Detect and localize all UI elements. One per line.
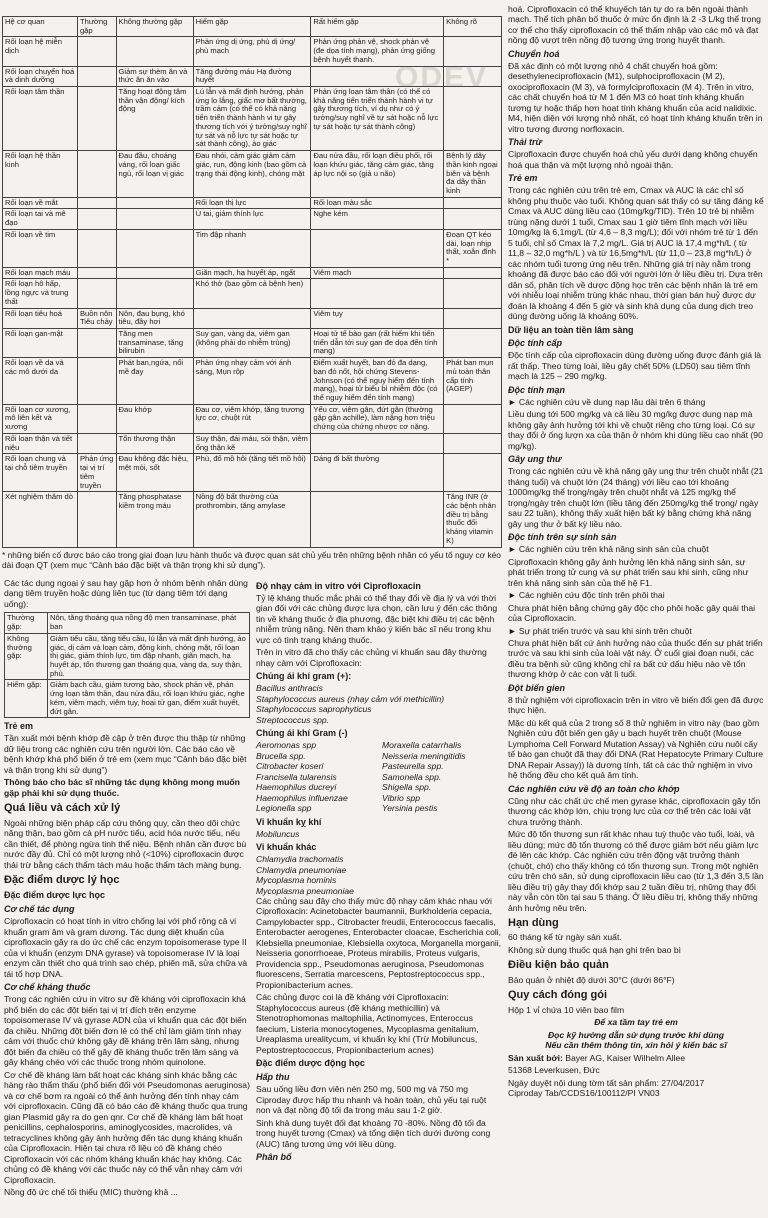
- table-cell: [444, 209, 502, 229]
- subheading: Các nghiên cứu về độ an toàn cho khớp: [508, 783, 680, 794]
- gram-negative-lists: [256, 740, 502, 813]
- organ-system-cell: Rối loạn thận và tiết niệu: [3, 433, 78, 453]
- table-cell: Ù tai, giảm thính lực: [193, 209, 311, 229]
- table-row: [3, 358, 502, 405]
- table-cell: [444, 87, 502, 151]
- table-header-cell: Hệ cơ quan: [3, 17, 78, 37]
- section-heading: Quy cách đóng gói: [508, 989, 608, 1002]
- table-cell: [444, 454, 502, 492]
- table-cell: Viêm mạch: [311, 267, 444, 279]
- list-item: Yersinia pestis: [382, 803, 438, 814]
- organ-system-cell: Rối loạn về tim: [3, 229, 78, 267]
- side-effects-table: [2, 16, 502, 548]
- warning-line: Nếu cần thêm thông tin, xin hỏi ý kiến bác sĩ: [545, 1040, 727, 1051]
- table-row: [3, 279, 502, 308]
- paragraph: Hộp 1 vỉ chứa 10 viên bao film: [508, 1004, 625, 1015]
- subheading: Chủng ái khí Gram (-): [256, 728, 348, 739]
- subheading: Chuyển hoá: [508, 48, 560, 59]
- paragraph: Ciprofloxacin không gây ảnh hưởng lên khả năng sinh sản, sự phát triển trong tử cung và sự phát triển sau khi sinh, cũng như trên khả năng sinh sản của thế hệ F1.: [508, 556, 749, 588]
- table-row: [3, 454, 502, 492]
- organ-system-cell: Xét nghiệm thăm dò: [3, 492, 78, 547]
- subheading: Độc tính mạn: [508, 384, 566, 395]
- side-effects-section: [2, 16, 502, 574]
- list-item: Bacillus anthracis: [256, 683, 323, 694]
- table-cell: [77, 197, 116, 209]
- middle-column: [256, 578, 502, 1164]
- paragraph: Sinh khả dụng tuyệt đối đạt khoảng 70 -80%. Nồng độ tối đa trong huyết tương (Cmax) và tổng diện tích dưới đường cong (AUC) tăng tương ứng với liều dùng.: [256, 1117, 491, 1149]
- list-item: Pasteurella spp.: [382, 761, 444, 772]
- table-cell: Đau không đặc hiệu, mệt mỏi, sốt: [116, 454, 193, 492]
- table-cell: Đoạn QT kéo dài, loạn nhịp thất, xoắn đỉnh *: [444, 229, 502, 267]
- iv-intro: Các tác dụng ngoại ý sau hay gặp hơn ở nhóm bệnh nhân dùng dạng tiêm truyền hoặc dùng liên tục (từ dạng tiêm tới dạng uống):: [4, 578, 248, 609]
- table-cell: [116, 209, 193, 229]
- gram-negative-list-a: [256, 740, 376, 813]
- section-heading: Đặc điểm dược lý học: [4, 874, 120, 887]
- organ-system-cell: Rối loạn tâm thần: [3, 87, 78, 151]
- organ-system-cell: Rối loạn về da và các mô dưới da: [3, 358, 78, 405]
- organ-system-cell: Rối loạn hệ miễn dịch: [3, 37, 78, 66]
- table-cell: Dáng đi bất thường: [311, 454, 444, 492]
- table-cell: Nôn, đau bụng, khó tiêu, đầy hơi: [116, 308, 193, 328]
- paragraph: ► Các nghiên cứu về dung nạp lâu dài trên 6 tháng: [508, 396, 706, 407]
- table-header-cell: Không thường gặp: [116, 17, 193, 37]
- table-row: [3, 37, 502, 66]
- table-cell: [444, 433, 502, 453]
- table-cell: Rối loạn thị lực: [193, 197, 311, 209]
- table-cell: Giảm sự thèm ăn và thức ăn ăn vào: [116, 66, 193, 86]
- paragraph: ► Các nghiên cứu trên khả năng sinh sản của chuột: [508, 544, 709, 555]
- paragraph: Trong các nghiên cứu trên trẻ em, Cmax và AUC là các chỉ số không phụ thuộc vào tuổi. Không quan sát thấy có sự tăng đáng kể Cmax và AUC dùng liều cao (10mg/kg/TID). Trên 10 trẻ bị nhiễm trùng nặng dưới 1 tuổi, Cmax sau 1 giờ tiêm tĩnh mạch với liều 10mg/kg là 6,1mg/L (từ 4,6 – 8,3 mg/L); đối với nhóm trẻ từ 1 đến 5 tuổi, chỉ số Cmax là 7,2 mg/L. Giá trị AUC là 17,4 mg*h/L ( từ 11,8 – 32,0 mg*h/L ) và từ 16,5mg*h/L (từ 11,0 – 23,8 mg*h/L) ở các nhóm tuổi tương ứng nêu trên. Những giá trị này nằm trong khoảng đã được báo cáo đối với người lớn ở liều điều trị. Dựa trên dân số, phân tích về dược động học trên các bệnh nhân là trẻ em với nhiễu loại nhiễm trùng khác nhau, thời gian bán huỷ được dự đoán là khoảng 4 đến 5 giờ và sinh khả dụng của dung dịch treo dùng đường uống là khoảng 60%.: [508, 185, 764, 322]
- paragraph: Trong các nghiên cứu về khả năng gây ung thư trên chuột nhắt (21 tháng tuổi) và chuột lớn (24 tháng) với liều cao tới khoảng 1000mg/kg thể trọng/ngày trên chuột nhắt và 125 mg/kg thể trọng/ngày trên chuột lớn (liều tăng đến 250mg/kg thể trọng/ ngày sau 22 tuần), không thấy xuất hiện bất kỳ bằng chứng khả năng gây ung thư ở bất kỳ liều nào.: [508, 466, 764, 529]
- watermark-text: ODEV: [395, 61, 489, 94]
- table-cell: [311, 279, 444, 308]
- section-heading: Độ nhạy cảm in vitro với Ciprofloxacin: [256, 581, 421, 591]
- anaerobe-list: [256, 829, 502, 839]
- table-cell: Đau nhói, cảm giác giảm cảm giác, run, động kinh (bao gồm cả trạng thái động kinh), chóng mặt: [193, 151, 311, 198]
- paragraph: 60 tháng kể từ ngày sản xuất.: [508, 932, 622, 943]
- table-row: [3, 267, 502, 279]
- table-cell: [444, 279, 502, 308]
- organ-system-cell: Rối loạn cơ xương, mô liên kết và xương: [3, 404, 78, 433]
- table-header-cell: Không rõ: [444, 17, 502, 37]
- table-cell: Tăng phosphatase kiềm trong máu: [116, 492, 193, 547]
- subheading: Hấp thu: [256, 1072, 290, 1083]
- gram-positive-list: [256, 683, 502, 725]
- paragraph: 8 thử nghiệm với ciprofloxacin trên in vitro về biến đổi gen đã được thực hiện.: [508, 694, 764, 716]
- paragraph: Ngoài những biện pháp cấp cứu thông quy, cần theo dõi chức năng thận, bao gồm cả pH nước tiểu, acid hóa nước tiểu, nếu cần thiết, để phòng ngừa tinh thể niệu. Bệnh nhân cần được bù nước đầy đủ. Chỉ có một lượng nhỏ (<10%) ciprofloxacin được thải trừ bằng cách thẩm tách máu hoặc thẩm tách màng bụng.: [4, 817, 247, 870]
- table-cell: [77, 279, 116, 308]
- freq-value: Giảm bạch cầu, giảm tương bào, shock phản vệ, phản ứng loạn tâm thần, đau nửa đầu, rối loạn khứu giác, nghe kém, viêm mạch, viêm tụy, hoại tử gan, điểm xuất huyết, đứt gân.: [48, 680, 250, 718]
- freq-label: Không thường gặp:: [5, 633, 48, 680]
- list-item: Staphylococcus aureus (nhạy cảm với methicillin): [256, 693, 445, 704]
- table-cell: [77, 66, 116, 86]
- freq-label: Hiếm gặp:: [5, 680, 48, 718]
- paragraph: Thông báo cho bác sĩ những tác dụng không mong muốn gặp phải khi sử dụng thuốc.: [4, 777, 240, 798]
- qt-footnote: * những biến cố được báo cáo trong giai đoạn lưu hành thuốc và được quan sát chủ yếu trên những bệnh nhân có yếu tố nguy cơ kéo dài đoạn QT (xem mục “Cảnh báo đặc biệt và thận trọng khi sử dụng”).: [2, 549, 501, 570]
- table-cell: Buồn nôn Tiêu chảy: [77, 308, 116, 328]
- table-row: [3, 197, 502, 209]
- manufacturer-address: 51368 Leverkusen, Đức: [508, 1065, 600, 1076]
- table-row: [3, 66, 502, 86]
- table-header-cell: Thường gặp: [77, 17, 116, 37]
- paragraph: Tần xuất mới bệnh khớp đề cập ở trên được thu thập từ những dữ liệu trong các nghiên cứu trên người lớn. Các báo cáo về bệnh khớp khá phổ biến ở trẻ em (xem mục “Cảnh báo đặc biệt và thận trọng khi sử dụng”): [4, 733, 247, 775]
- paragraph: Các chủng sau đây cho thấy mức độ nhạy cảm khác nhau với Ciprofloxacin: Acinetobacter baumannii, Burkholderia cepacia, Campylobacter spp., Citrobacter freudii, Enterococcus faecalis, Enterobacter aerogenes, Enterobacter cloacae, Escherichia coli, Klebsiella pneumoniae, Klebsiella oxytoca, Morganella morganii, Neisseria gonorrhoeae, Proteus mirabilis, Proteus vulgaris, Providencia spp., Pseudomonas aeruginosa, Pseudomonas fluorescens, Serratia marcescens, Peptostreptococcus spp., Propionibacterium acnes.: [256, 895, 502, 990]
- table-cell: Tăng đường máu Hạ đường huyết: [193, 66, 311, 86]
- table-cell: Tăng INR (ở các bệnh nhân điều trị bằng thuốc đối kháng vitamin K): [444, 492, 502, 547]
- list-item: Vibrio spp: [382, 792, 421, 803]
- list-item: Francisella tularensis: [256, 771, 337, 782]
- paragraph: Bảo quản ở nhiệt độ dưới 30°C (dưới 86°F): [508, 974, 675, 985]
- table-cell: [77, 151, 116, 198]
- list-item: Shigella spp.: [382, 782, 432, 793]
- list-item: Mycoplasma pneumoniae: [256, 885, 354, 896]
- section-heading: Quá liều và cách xử lý: [4, 802, 121, 815]
- paragraph: Liều dung tới 500 mg/kg và cả liều 30 mg/kg được dung nạp mà không gây ảnh hưởng tới khi về chuột riêng cho từng loại. Có sự thay đổi ở ống lượn xa của thận ở nhóm khi dùng liều cao nhất (90 mg/kg).: [508, 409, 763, 451]
- table-cell: [116, 197, 193, 209]
- section-heading: Điều kiện bảo quản: [508, 959, 609, 972]
- organ-system-cell: Rối loạn gan-mật: [3, 329, 78, 358]
- table-cell: [77, 329, 116, 358]
- left-column: [4, 578, 250, 1199]
- subheading: Đặc điểm dược lực học: [4, 890, 105, 901]
- table-cell: Đau nửa đầu, rối loạn điều phối, rối loạn khứu giác, tăng cảm giác, tăng áp lực nội sọ (giả u não): [311, 151, 444, 198]
- freq-value: Giảm tiểu cầu, tăng tiểu cầu, lú lẫn và mất định hướng, ảo giác, dị cảm và loạn cảm, động kinh, chóng mặt, rối loạn thị giác, giảm thính lực, tim đập nhanh, giãn mạch, hạ huyết áp, tổn thương gan thoáng qua, vàng da, suy thận, phù.: [48, 633, 250, 680]
- organ-system-cell: Rối loạn tai và mê đạo: [3, 209, 78, 229]
- table-cell: Phản ứng loạn tâm thần (có thể có khả năng tiến triển thành hành vi tự gây thương tích, ví dụ như có ý tưởng/suy nghĩ về tự sát hoặc nỗ lực tự sát hoặc tự sát thành công): [311, 87, 444, 151]
- list-item: Staphylococcus saprophyticus: [256, 704, 372, 715]
- table-cell: Suy thận, đái máu, sỏi thận, viêm ống thận kẽ: [193, 433, 311, 453]
- table-cell: Nồng độ bất thường của prothrombin, tăng amylase: [193, 492, 311, 547]
- list-item: Chlamydia trachomatis: [256, 854, 344, 865]
- paragraph: Đã xác định có một lượng nhỏ 4 chất chuyển hoá gồm: desethyleneciprofloxacin (M1), sulphociprofloxacin (M 2), oxociprofloxacin (M 3), và formylciprofloxacin (M 4). Trên in vitro, các chất chuyển hoá từ M 1 đến M3 có hoạt tính kháng khuẩn tương tự hoặc thấp hơn hoạt tính kháng khuẩn của acid nalidixic. M4, hiện diện với lượng nhỏ nhất, có hoạt tính kháng khuẩn trên in vitro tương đương norfloxacin.: [508, 60, 763, 134]
- list-item: Brucella spp.: [256, 750, 306, 761]
- subheading: Trẻ em: [508, 173, 538, 184]
- table-cell: [444, 267, 502, 279]
- table-row: [3, 209, 502, 229]
- list-item: Samonella spp.: [382, 771, 442, 782]
- table-row: [3, 404, 502, 433]
- table-cell: Phản ứng tại vị trí tiêm truyền: [77, 454, 116, 492]
- subheading: Đột biến gien: [508, 682, 565, 693]
- paragraph: Cơ chế đề kháng làm bất hoạt các kháng sinh khác bằng các hàng rào thẩm thấu (phổ biến đối với Pseudomonas aeruginosa) và cơ chế bơm ra ngoài có thể ảnh hưởng đến tính nhạy cảm với ciprofloxacin. Cũng đã có báo cáo đề kháng thuốc qua trung gian Plasmid gây ra do gen qnr. Cơ chế đề kháng làm bất hoạt penicillins, cephalosporins, aminoglycosides, macrolides, và tetracyclines không gây ảnh hưởng đến tác dụng kháng khuẩn của Ciprofloxacin. Hiện tại chưa rõ liệu có đề kháng chéo Ciprofloxacin với các nhóm kháng khuẩn khác hay không. Các chủng có đề kháng với các thuốc này có thể vẫn nhạy cảm với Ciprofloxacin.: [4, 1069, 250, 1185]
- table-cell: Phát ban,ngứa, nổi mề đay: [116, 358, 193, 405]
- table-header-cell: Hiếm gặp: [193, 17, 311, 37]
- paragraph: Sau uống liều đơn viên nén 250 mg, 500 mg và 750 mg Ciproday được hấp thu nhanh và hoàn toàn, chủ yếu tại ruột non và đạt nồng độ tối đa trong máu sau 1-2 giờ.: [256, 1084, 487, 1116]
- gram-negative-list-b: [382, 740, 502, 813]
- table-row: [3, 151, 502, 198]
- table-cell: Đau đầu, choáng váng, rối loạn giấc ngủ, rối loạn vị giác: [116, 151, 193, 198]
- manufacturer: [508, 1053, 764, 1063]
- table-cell: Phát ban mụn mủ toàn thân cấp tính (AGEP): [444, 358, 502, 405]
- table-cell: [311, 492, 444, 547]
- subheading: Độc tính trên sự sinh sản: [508, 532, 617, 543]
- table-cell: [193, 308, 311, 328]
- table-cell: Tăng hoạt động tâm thần vận động/ kích động: [116, 87, 193, 151]
- table-cell: Tim đập nhanh: [193, 229, 311, 267]
- paragraph: hoá. Ciprofloxacin có thể khuyếch tán tự do ra bên ngoài thành mạch. Thể tích phân bố thuốc ở mức ổn định là 2 -3 L/kg thể trọng cơ thể cho thấy ciprofloxacin có thể thấm nhập vào các mô và đạt nồng độ vượt trên nồng độ tương ứng trong huyết thanh.: [508, 4, 761, 46]
- paragraph: Mặc dù kết quả của 2 trong số 8 thử nghiệm in vitro này (bao gồm Nghiên cứu đột biến gen gây u bạch huyết trên chuột (Mouse Lymphoma Cell Forward Mutation Assay) và Nghiên cứu nuôi cấy tế bào gan chuột đã thay đổi DNA (Rat Hepatocyte Primary Culture DNA Repair Assay)) là dương tính, tất cả các thử nghiệm in vivo hệ thống đều cho kết quả âm tính.: [508, 717, 764, 781]
- table-row: [5, 633, 250, 680]
- organ-system-cell: Rối loạn hô hấp, lồng ngực và trung thất: [3, 279, 78, 308]
- table-cell: [116, 267, 193, 279]
- list-item: Citrobacter koseri: [256, 761, 324, 772]
- table-cell: [444, 197, 502, 209]
- table-cell: [311, 229, 444, 267]
- list-item: Streptococcus spp.: [256, 714, 330, 725]
- table-cell: [444, 37, 502, 66]
- table-row: [3, 329, 502, 358]
- table-cell: Tổn thương thận: [116, 433, 193, 453]
- table-row: [5, 680, 250, 718]
- table-cell: Phản ứng phản vệ, shock phản vệ (đe dọa tính mạng), phản ứng giống bệnh huyết thanh.: [311, 37, 444, 66]
- section-heading: Hạn dùng: [508, 917, 559, 930]
- table-cell: [116, 279, 193, 308]
- paragraph: Không sử dụng thuốc quá hạn ghi trên bao bì: [508, 944, 681, 955]
- organ-system-cell: Rối loạn về mắt: [3, 197, 78, 209]
- subheading: Cơ chế kháng thuốc: [4, 982, 91, 993]
- paragraph: Chưa phát hiện bất cứ ảnh hưởng nào của thuốc đến sự phát triển trước và sau khi sinh của loài vật này. Ở cuối giai đoạn nuôi, các điều tra bệnh sử cũng không chỉ ra bất cứ dấu hiệu nào về tổn thương khớp ở các con vật lì tuổi.: [508, 638, 763, 680]
- section-heading: Dữ liệu an toàn tiền lâm sàng: [508, 324, 634, 335]
- paragraph: Nồng độ ức chế tối thiểu (MIC) thường khả ...: [4, 1187, 178, 1197]
- table-cell: [444, 308, 502, 328]
- right-column: [508, 4, 764, 1101]
- freq-value: Nôn, tăng thoáng qua nồng độ men transaminase, phát ban: [48, 613, 250, 633]
- table-header-cell: Rất hiếm gặp: [311, 17, 444, 37]
- table-cell: [444, 329, 502, 358]
- list-item: Haemophilus influenzae: [256, 792, 348, 803]
- organ-system-cell: Rối loạn chuyển hoá và dinh dưỡng: [3, 66, 78, 86]
- table-header-row: [3, 17, 502, 37]
- list-item: Aeromonas spp: [256, 740, 317, 751]
- paragraph: Ciprofloxacin được chuyển hoá chủ yếu dưới dạng không chuyển hoá qua thận và một lượng nhỏ ngoài thận.: [508, 149, 758, 170]
- paragraph: Mức độ tổn thương sụn rất khác nhau tuỳ thuộc vào tuổi, loài, và liều dùng; mức độ tổn thương có thể được giảm bớt nếu giảm lực đè lên các khớp. Các nghiên cứu trên động vật trưởng thành (chuột, chó) cho thấy không có tổn thương sụn. Trong một nghiên cứu trên chó săn, sử dụng ciprofloxacin liều cao (từ 1,3 đến 3,5 lần liều điều trị) gây thay đổi khớp sau 2 tuần điều trị, những thay đổi này vẫn còn tồn tại sau 5 tháng. Ở liều điều trị, không thấy những ảnh hưởng nêu trên.: [508, 829, 764, 913]
- paragraph: ► Các nghiên cứu độc tính trên phôi thai: [508, 590, 665, 601]
- subheading: Vi khuẩn kỵ khí: [256, 816, 322, 827]
- warning-line: Để xa tầm tay trẻ em: [594, 1017, 678, 1028]
- manufacturer-name: Bayer AG, Kaiser Wilhelm Allee: [565, 1052, 686, 1063]
- table-cell: [444, 66, 502, 86]
- table-row: [5, 613, 250, 633]
- subheading: Cơ chế tác dụng: [4, 904, 75, 915]
- organ-system-cell: Rối loạn tiêu hoá: [3, 308, 78, 328]
- paragraph: Cũng như các chất ức chế men gyrase khác, ciprofloxacin gây tổn thương các khớp lớn, chịu trọng lực của cơ thể trên các loài vật chưa trưởng thành.: [508, 795, 761, 827]
- list-item: Neisseria meningitidis: [382, 750, 466, 761]
- section-heading: Trẻ em: [4, 721, 34, 732]
- table-cell: Đau cơ, viêm khớp, tăng trương lực cơ, chuột rút: [193, 404, 311, 433]
- other-bacteria-list: [256, 854, 502, 896]
- approval-date: Ngày duyệt nội dung tờm tất sản phẩm: 27/04/2017: [508, 1077, 705, 1088]
- table-cell: [77, 433, 116, 453]
- paragraph: Trong các nghiên cứu in vitro sự đề kháng với ciprofloxacin khá phổ biến do các đột biến tại vị trí đích trên enzyme topoisomerase IV và gyrase ADN của vi khuẩn qua các đột biến đa chiều. Những đột biến đơn lẻ có thể chỉ làm giảm tính nhạy cảm với thuốc chứ không gây đề kháng trên lâm sàng, nhưng đột biến đa chiều có thể gây đề kháng thuốc trên lâm sàng và gây kháng chéo với các thuốc trong nhóm quinolone.: [4, 994, 247, 1068]
- warning-line: Đọc kỹ hướng dẫn sử dụng trước khi dùng: [547, 1029, 725, 1040]
- section-heading: Đặc điểm dược động học: [256, 1058, 365, 1069]
- table-row: [3, 229, 502, 267]
- list-item: Mycoplasma hominis: [256, 875, 337, 886]
- paragraph: Trên in vitro đã cho thấy các chủng vi khuẩn sau đây thường nhạy cảm với Ciprofloxacin:: [256, 647, 487, 668]
- table-cell: Suy gan, vàng da, viêm gan (không phải do nhiễm trùng): [193, 329, 311, 358]
- subheading: Phân bố: [256, 1152, 292, 1163]
- table-cell: [311, 433, 444, 453]
- paragraph: Các chủng được coi là đề kháng với Ciprofloxacin: Staphylococcus aureus (đề kháng methicillin) và Stenotrophomonas maltophilia, Actinomyces, Enteroccus faecium, Listeria monocytogenes, Mycoplasma genitalium, Ureaplasma urealitycum, vi khuẩn kỵ khí (Trừ Mobiluncus, Peptostreptococcus, Propionibacterium acnes): [256, 992, 479, 1055]
- organ-system-cell: Rối loạn mạch máu: [3, 267, 78, 279]
- table-cell: [77, 358, 116, 405]
- list-item: Moraxella catarrhalis: [382, 740, 462, 751]
- table-cell: Bệnh lý dây thần kinh ngoại biên và bệnh đa dây thần kinh: [444, 151, 502, 198]
- subheading: Gây ung thư: [508, 454, 562, 465]
- subheading: Vi khuẩn khác: [256, 842, 317, 853]
- table-cell: [311, 66, 444, 86]
- table-cell: Phù, đổ mồ hôi (tăng tiết mồ hôi): [193, 454, 311, 492]
- table-row: [3, 87, 502, 151]
- table-cell: Phản ứng nhạy cảm với ánh sáng, Mụn rộp: [193, 358, 311, 405]
- document-code: Ciproday Tab/CCDS16/100112/PI VN03: [508, 1088, 660, 1099]
- paragraph: Tỷ lệ kháng thuốc mắc phải có thể thay đổi về địa lý và với thời gian đối với các chủng được lựa chọn, cần lưu ý đến các thông tin về kháng thuốc ở địa phương, đặc biệt khi điều trị các bệnh nhiễm trùng nặng. Nên tham khảo ý kiến bác sĩ nếu trong khu vực có tình trạng kháng thuốc.: [256, 592, 498, 645]
- list-item: Haemophilus ducreyi: [256, 782, 337, 793]
- table-cell: [444, 404, 502, 433]
- side-effects-body: [3, 37, 502, 547]
- table-cell: [77, 87, 116, 151]
- table-row: [3, 308, 502, 328]
- list-item: Chlamydia pneumoniae: [256, 864, 347, 875]
- organ-system-cell: Rối loạn chung và tại chỗ tiêm truyền: [3, 454, 78, 492]
- paragraph: Độc tính cấp của ciprofloxacin dùng đường uống được đánh giá là rất thấp. Theo từng loài, liều gây chết 50% (LD50) sau tiêm tĩnh mạch là 125 – 290 mg/kg.: [508, 350, 762, 382]
- list-item: Mobiluncus: [256, 828, 300, 839]
- table-cell: [116, 37, 193, 66]
- frequency-table: [4, 612, 250, 718]
- manufacturer-label: Sản xuất bởi:: [508, 1052, 563, 1063]
- subheading: Độc tính cấp: [508, 338, 563, 349]
- table-cell: Rối loạn màu sắc: [311, 197, 444, 209]
- table-cell: Hoại tử tế bào gan (rất hiếm khi tiến triển dẫn tới suy gan đe dọa đến tính mạng): [311, 329, 444, 358]
- table-cell: Viêm tụy: [311, 308, 444, 328]
- table-cell: Nghe kém: [311, 209, 444, 229]
- table-cell: Đau khớp: [116, 404, 193, 433]
- list-item: Legionella spp: [256, 803, 312, 814]
- table-row: [3, 492, 502, 547]
- table-cell: [77, 229, 116, 267]
- table-cell: Tăng men transaminase, tăng bilirubin: [116, 329, 193, 358]
- table-cell: [77, 209, 116, 229]
- table-cell: Khó thở (bao gồm cả bệnh hen): [193, 279, 311, 308]
- paragraph: Chưa phát hiện bằng chứng gây độc cho phôi hoặc gây quái thai của Ciprofloxacin.: [508, 602, 756, 624]
- subheading: Thải trừ: [508, 137, 542, 148]
- table-cell: Điểm xuất huyết, ban đỏ đa dạng, ban đỏ nốt, hội chứng Stevens-Johnson (có thể nguy hiểm đến tính mạng), hoại tử biểu bì nhiễm độc (có thể nguy hiểm đến tính mạng): [311, 358, 444, 405]
- table-cell: Yếu cơ, viêm gân, đứt gân (thường gặp gân achille), làm nặng hơn triệu chứng của chứng nhược cơ nặng.: [311, 404, 444, 433]
- table-cell: [77, 267, 116, 279]
- paragraph: Ciprofloxacin có hoạt tính in vitro chống lại với phổ rộng cả vi khuẩn gram âm và gram dương. Tác dụng diệt khuẩn của ciprofloxacin gây ra do ức chế các enzym topoisomerase type II của vi khuẩn (enzym DNA gyrase) và topoisomerase IV là loại enzym cần thiết cho quá trình sao chép, phiên mã, sửa chữa và tái tổ hợp DNA.: [4, 916, 248, 979]
- table-cell: [77, 492, 116, 547]
- table-cell: [116, 229, 193, 267]
- table-row: [3, 433, 502, 453]
- table-cell: Phản ứng dị ứng, phù dị ứng/ phù mạch: [193, 37, 311, 66]
- paragraph: ► Sự phát triển trước và sau khi sinh trên chuột: [508, 625, 692, 636]
- table-cell: Lú lẫn và mất định hướng, phản ứng lo lắng, giấc mơ bất thường, trầm cảm (có thể có khả năng tiến triển thành hành vi tự gây thương tích với ý tưởng/suy nghĩ tự sát và nỗ lực tự sát hoặc tự sát thành công), ảo giác: [193, 87, 311, 151]
- freq-label: Thường gặp:: [5, 613, 48, 633]
- table-cell: [77, 404, 116, 433]
- table-cell: [77, 37, 116, 66]
- subheading: Chủng ái khí gram (+):: [256, 671, 352, 682]
- organ-system-cell: Rối loạn hệ thần kinh: [3, 151, 78, 198]
- table-cell: Giãn mạch, hạ huyết áp, ngất: [193, 267, 311, 279]
